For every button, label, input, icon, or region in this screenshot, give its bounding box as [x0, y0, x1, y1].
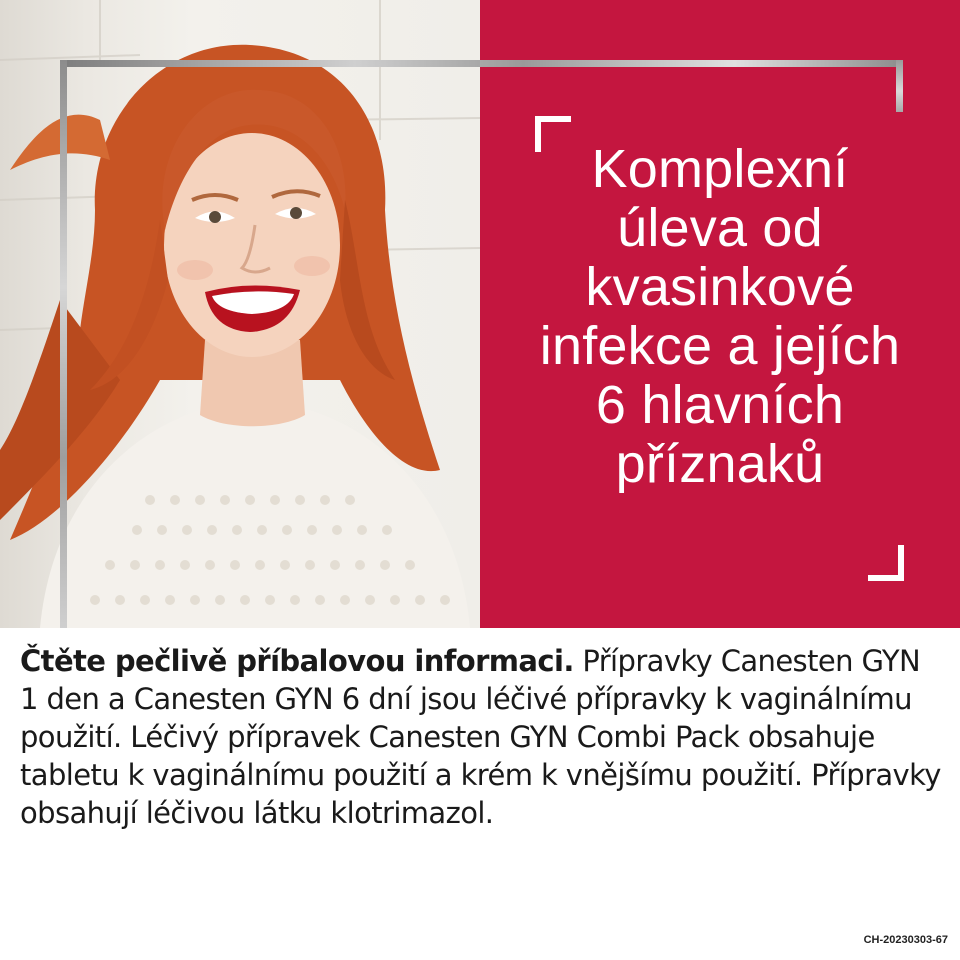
disclaimer-bold: Čtěte pečlivě příbalovou informaci. [20, 644, 574, 678]
bracket-bottom-right-icon [868, 545, 904, 581]
headline-line: infekce a jejích [539, 316, 901, 376]
headline [480, 140, 960, 494]
headline-line: příznaků [615, 434, 825, 494]
silver-frame-right [896, 60, 903, 112]
reference-code: CH-20230303-67 [863, 934, 948, 946]
disclaimer-text [20, 642, 945, 832]
disclaimer-body: Přípravky Canesten GYN 1 den a Canesten GYN 6 dní jsou léčivé přípravky k vaginálnímu použití. Léčivý přípravek Canesten GYN Combi Pack obsahuje tabletu k vaginálnímu použití a krém k vnějšímu použití. Přípravky obsahují léčivou látku klotrimazol. [20, 644, 941, 830]
headline-line: kvasinkové [585, 257, 855, 317]
silver-frame-left [60, 60, 67, 628]
headline-line: 6 hlavních [595, 375, 845, 435]
hero-photo [0, 0, 480, 628]
headline-line: Komplexní [591, 139, 849, 199]
headline-line: úleva od [617, 198, 823, 258]
woman-portrait-illustration [0, 0, 480, 628]
silver-frame-top [60, 60, 903, 67]
